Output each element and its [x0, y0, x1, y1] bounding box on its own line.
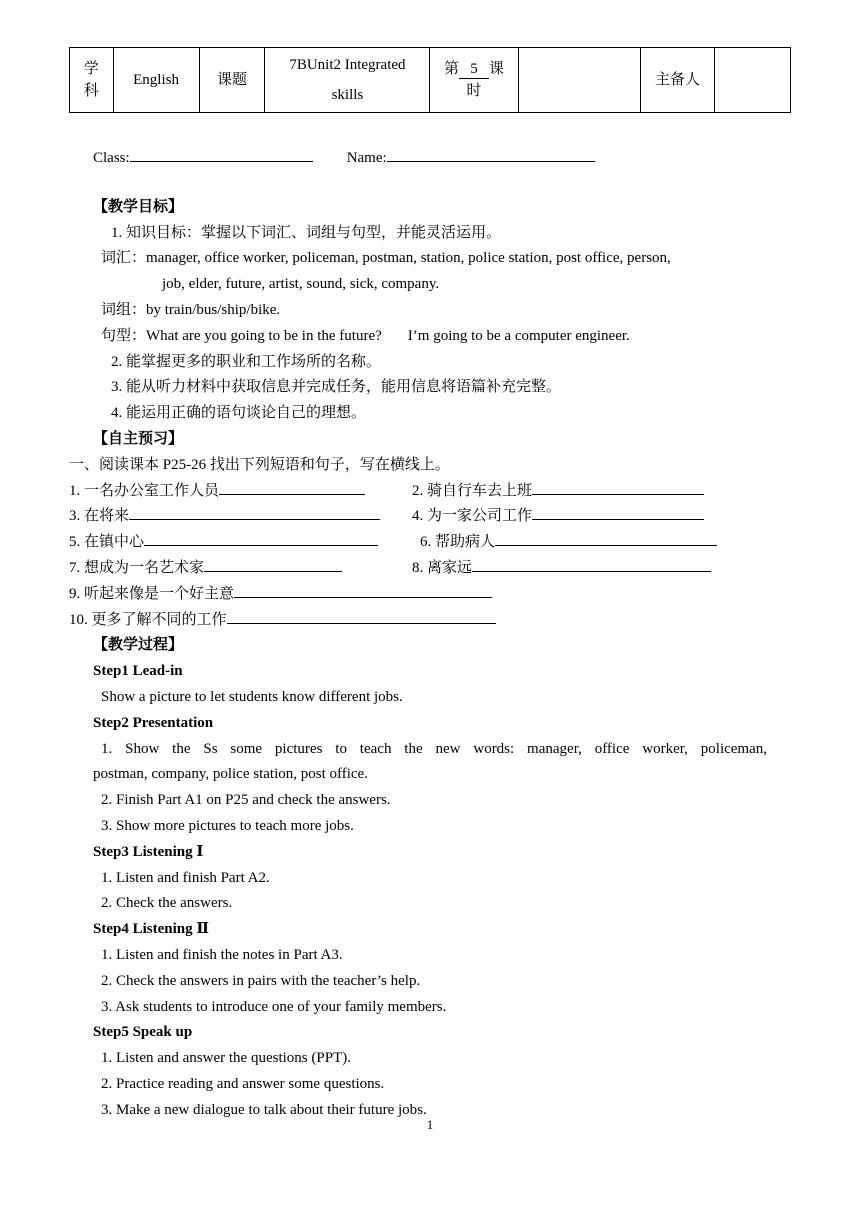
- lesson-number: 5: [459, 60, 489, 79]
- answer-blank-2[interactable]: [532, 479, 704, 495]
- lesson-line1: [434, 58, 513, 80]
- step5-line-3: 3. Make a new dialogue to talk about their future jobs.: [101, 1101, 427, 1118]
- step2-line-1b: postman, company, police station, post office.: [93, 766, 368, 783]
- vocab-line-1: [93, 246, 767, 272]
- topic-value-line1: 7BUnit2 Integrated: [289, 57, 406, 73]
- preview-row-6: [69, 608, 767, 634]
- step2-title: Step2 Presentation: [93, 714, 214, 731]
- preview-instruction: 一、阅读课本 P25-26 找出下列短语和句子，写在横线上。: [69, 456, 450, 473]
- pattern-line: [93, 324, 767, 350]
- preview-item-2: 2. 骑自行车去上班: [412, 482, 533, 499]
- step1-line: Show a picture to let students know different jobs.: [101, 688, 403, 705]
- objective-item-2: 2. 能掌握更多的职业和工作场所的名称。: [111, 353, 382, 370]
- objectives-heading: 【教学目标】: [93, 198, 184, 215]
- preparer-value-cell: [714, 48, 790, 113]
- answer-blank-10[interactable]: [227, 608, 496, 624]
- preview-item-3: 3. 在将来: [69, 508, 130, 525]
- step1-title: Step1 Lead-in: [93, 663, 183, 680]
- step2-line-2: 2. Finish Part A1 on P25 and check the answers.: [101, 792, 391, 809]
- answer-blank-6[interactable]: [495, 530, 717, 546]
- objective-item-4: 4. 能运用正确的语句谈论自己的理想。: [111, 405, 367, 422]
- preview-heading: 【自主预习】: [93, 430, 184, 447]
- lesson-cell: [430, 48, 518, 113]
- step2-line-3: 3. Show more pictures to teach more jobs.: [101, 817, 354, 834]
- pattern-answer: I’m going to be a computer engineer.: [407, 327, 630, 344]
- step5-line-1: 1. Listen and answer the questions (PPT).: [101, 1050, 351, 1067]
- topic-value-line2: skills: [331, 87, 364, 103]
- vocab-line-2: job, elder, future, artist, sound, sick, company.: [162, 276, 440, 293]
- subject-value: English: [133, 72, 179, 88]
- answer-blank-9[interactable]: [234, 582, 492, 598]
- page-number: 1: [426, 1117, 434, 1132]
- step4-line-2: 2. Check the answers in pairs with the teacher’s help.: [101, 972, 421, 989]
- answer-blank-8[interactable]: [472, 556, 711, 572]
- preview-item-10: 10. 更多了解不同的工作: [69, 611, 227, 628]
- preview-row-5: [69, 582, 767, 608]
- answer-blank-7[interactable]: [204, 556, 342, 572]
- preview-item-6: 6. 帮助病人: [420, 534, 496, 551]
- name-field[interactable]: [387, 146, 595, 162]
- phrase-label: 词组：: [101, 301, 147, 318]
- vocab-text-1: manager, office worker, policeman, postman, station, police station, post office, person,: [146, 250, 671, 267]
- objective-item-1: 1. 知识目标：掌握以下词汇、词组与句型，并能灵活运用。: [111, 224, 502, 241]
- preview-item-1: 1. 一名办公室工作人员: [69, 482, 220, 499]
- answer-blank-3[interactable]: [129, 504, 380, 520]
- lesson-suffix-2: 时: [466, 83, 482, 99]
- preparer-label: 主备人: [655, 72, 701, 88]
- step2-line-1a: 1. Show the Ss some pictures to teach the new words: manager, office worker, policeman,: [101, 740, 767, 757]
- phrase-line: [93, 298, 767, 324]
- student-info-line: [93, 146, 767, 172]
- subject-label: 学科: [83, 61, 99, 99]
- process-heading: 【教学过程】: [93, 637, 184, 654]
- step3-line-2: 2. Check the answers.: [101, 895, 233, 912]
- pattern-label: 句型：: [101, 327, 147, 344]
- lesson-suffix-1: 课: [489, 61, 505, 77]
- preview-item-7: 7. 想成为一名艺术家: [69, 559, 205, 576]
- pattern-question: What are you going to be in the future?: [146, 327, 382, 344]
- preview-row-3: [69, 530, 767, 556]
- answer-blank-1[interactable]: [219, 479, 365, 495]
- preview-item-8: 8. 离家远: [412, 559, 473, 576]
- vocab-label: 词汇：: [101, 250, 147, 267]
- topic-value-cell: [265, 48, 430, 113]
- step3-line-1: 1. Listen and finish Part A2.: [101, 869, 270, 886]
- class-field[interactable]: [130, 146, 313, 162]
- class-label: Class:: [93, 150, 130, 166]
- topic-label: 课题: [216, 72, 247, 88]
- step5-line-2: 2. Practice reading and answer some questions.: [101, 1075, 385, 1092]
- answer-blank-5[interactable]: [144, 530, 378, 546]
- preview-row-1: [69, 479, 767, 505]
- answer-blank-4[interactable]: [532, 504, 704, 520]
- name-label: Name:: [346, 150, 387, 166]
- subject-label-cell: [70, 48, 114, 113]
- header-table: [69, 47, 791, 113]
- step3-title: Step3 Listening Ⅰ: [93, 843, 204, 860]
- preparer-label-cell: [641, 48, 715, 113]
- phrase-text: by train/bus/ship/bike.: [146, 301, 281, 318]
- step4-line-1: 1. Listen and finish the notes in Part A3.: [101, 946, 343, 963]
- document-body: [69, 146, 767, 1123]
- preview-item-4: 4. 为一家公司工作: [412, 508, 533, 525]
- topic-label-cell: [199, 48, 265, 113]
- empty-cell: [518, 48, 641, 113]
- step4-line-3: 3. Ask students to introduce one of your family members.: [101, 998, 447, 1015]
- preview-row-4: [69, 556, 767, 582]
- step4-title: Step4 Listening Ⅱ: [93, 921, 209, 938]
- objective-item-3: 3. 能从听力材料中获取信息并完成任务，能用信息将语篇补充完整。: [111, 379, 562, 396]
- preview-item-9: 9. 听起来像是一个好主意: [69, 585, 235, 602]
- lesson-prefix: 第: [443, 61, 459, 77]
- preview-row-2: [69, 504, 767, 530]
- subject-value-cell: [113, 48, 199, 113]
- step5-title: Step5 Speak up: [93, 1024, 193, 1041]
- preview-item-5: 5. 在镇中心: [69, 534, 145, 551]
